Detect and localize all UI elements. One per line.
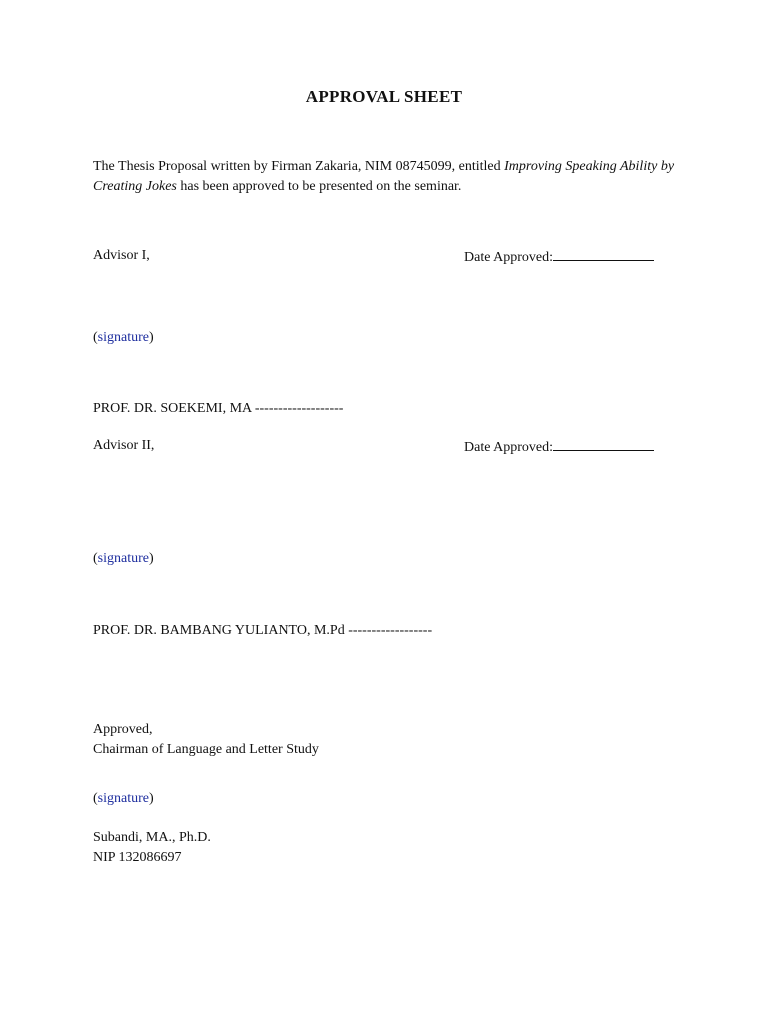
- advisor2-date-label: Date Approved:: [464, 440, 554, 455]
- advisor1-date-approved: [464, 246, 654, 268]
- chairman-signature-text: signature: [97, 791, 149, 806]
- advisor2-signature: [93, 549, 154, 569]
- chairman-role: Chairman of Language and Letter Study: [93, 742, 319, 757]
- advisor2-name: PROF. DR. BAMBANG YULIANTO, M.Pd ------------------: [93, 623, 433, 638]
- advisor1-signature-close: ): [149, 330, 154, 345]
- intro-paragraph: [93, 157, 683, 197]
- intro-suffix: has been approved to be presented on the seminar.: [176, 179, 462, 194]
- chairman-signature-close: ): [149, 791, 154, 806]
- thesis-title: Improving Speaking Ability by Creating Jokes: [93, 159, 675, 194]
- advisor1-signature-text: signature: [97, 330, 149, 345]
- document-title: APPROVAL SHEET: [305, 87, 463, 106]
- advisor2-signature-open: (: [93, 551, 98, 566]
- advisor1-date-blank: [553, 246, 654, 261]
- advisor1-date-label: Date Approved:: [464, 250, 554, 265]
- chairman-nip: NIP 132086697: [93, 850, 182, 865]
- chairman-signature: [93, 789, 154, 809]
- intro-prefix: The Thesis Proposal written by Firman Zakaria, NIM 08745099, entitled: [93, 159, 505, 174]
- advisor1-label: Advisor I,: [93, 248, 150, 263]
- chairman-signature-open: (: [93, 791, 98, 806]
- advisor2-date-approved: [464, 436, 654, 458]
- advisor2-signature-text: signature: [97, 551, 149, 566]
- advisor2-date-blank: [553, 436, 654, 451]
- chairman-approved: Approved,: [93, 722, 153, 737]
- advisor2-signature-close: ): [149, 551, 154, 566]
- advisor2-label: Advisor II,: [93, 438, 155, 453]
- advisor1-signature: [93, 328, 154, 348]
- advisor1-name: PROF. DR. SOEKEMI, MA -------------------: [93, 401, 344, 416]
- advisor1-signature-open: (: [93, 330, 98, 345]
- chairman-name: Subandi, MA., Ph.D.: [93, 830, 211, 845]
